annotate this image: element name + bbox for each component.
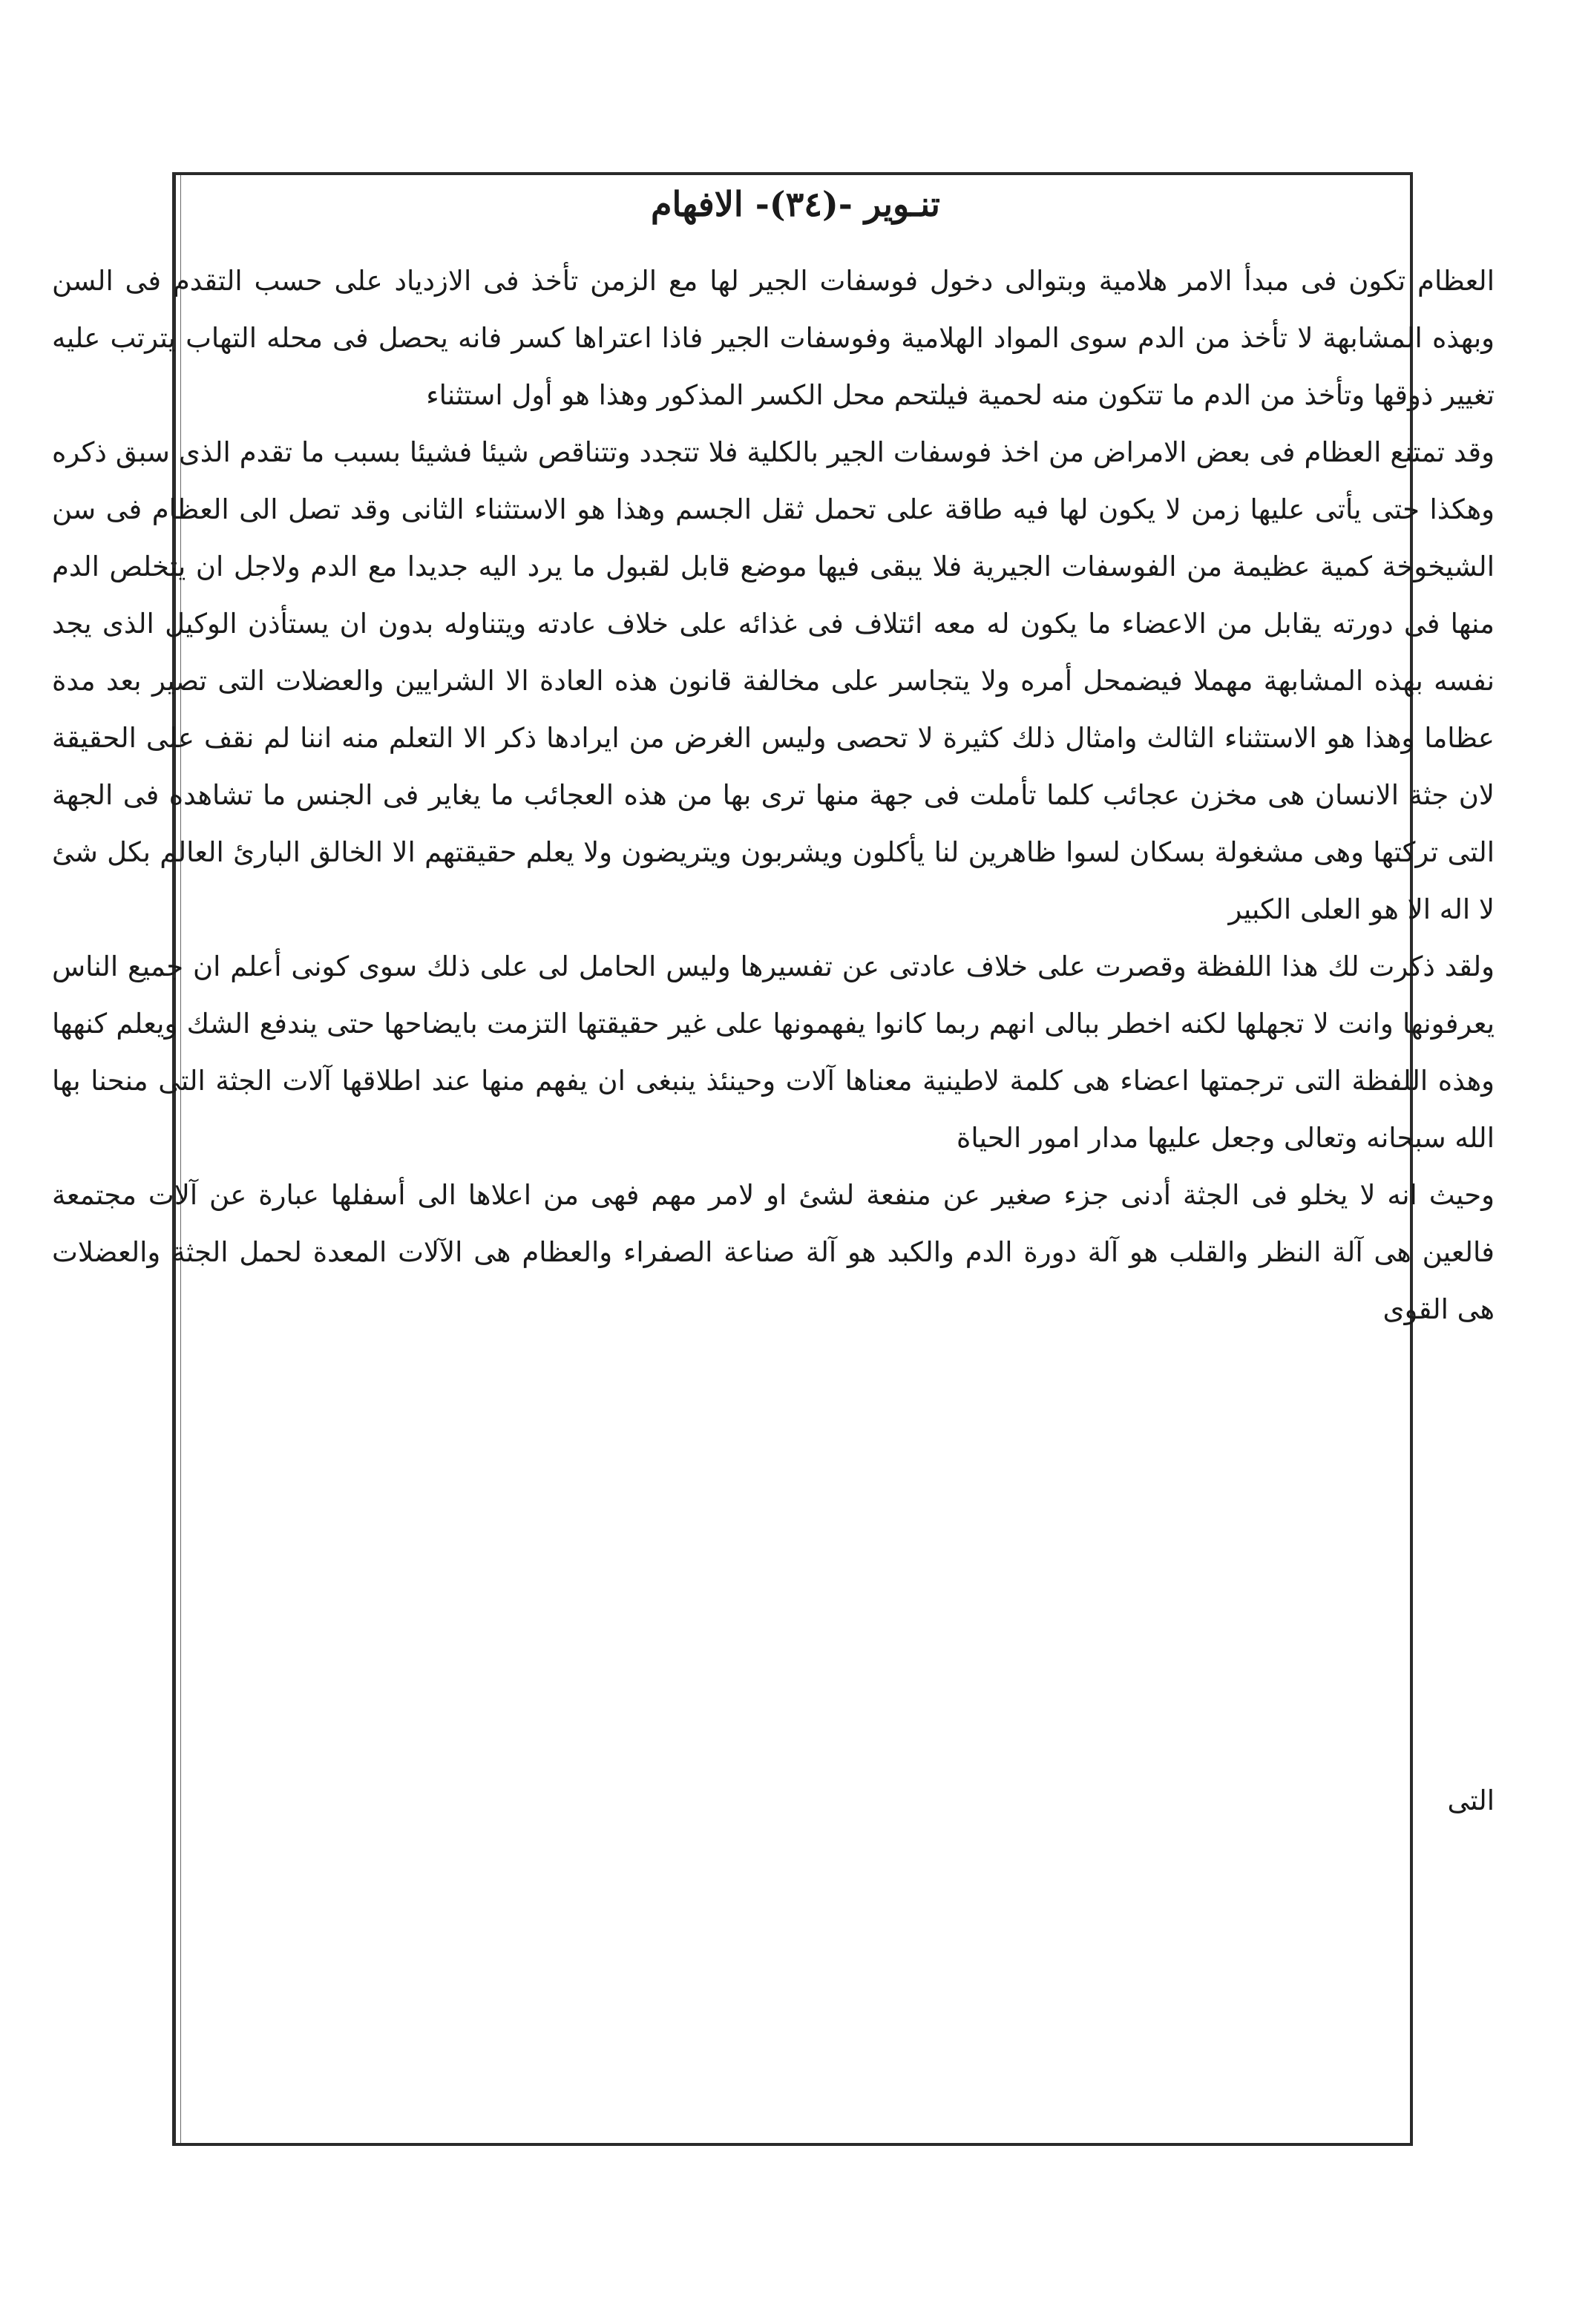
paragraph-2: وقد تمتنع العظام فى بعض الامراض من اخذ فوسفات الجير بالكلية فلا تتجدد وتتناقص شيئا فشيئا بسبب ما تقدم الذى سبق ذكره وهكذا حتى يأتى عليها زمن لا يكون لها فيه طاقة على تحمل ثقل الجسم وهذا هو الاستثناء الثانى وقد تصل الى العظام فى سن الشيخوخة كمية عظيمة من الفوسفات الجيرية فلا يبقى فيها موضع قابل لقبول ما يرد اليه جديدا مع الدم ولاجل ان يتخلص الدم منها فى دورته يقابل من الاعضاء ما يكون له معه ائتلاف فى غذائه على خلاف عادته ويتناوله بدون ان يستأذن الوكيل الذى يجد نفسه بهذه المشابهة مهملا فيضمحل أمره ولا يتجاسر على مخالفة قانون هذه العادة الا الشرايين والعضلات التى تصير بعد مدة عظاما وهذا هو الاستثناء الثالث وامثال ذلك كثيرة لا تحصى وليس الغرض من ايرادها ذكر الا التعلم منه اننا لم نقف على الحقيقة لان جثة الانسان هى مخزن عجائب كلما تأملت فى جهة منها ترى بها من هذه العجائب ما يغاير فى الجنس ما تشاهده فى الجهة التى تركتها وهى مشغولة بسكان لسوا ظاهرين لنا يأكلون ويشربون ويتريضون ولا يعلم حقيقتهم الا الخالق البارئ العالم بكل شئ لا اله الا هو العلى الكبير — [52, 436, 1495, 925]
page-header: تنـوير -(٣٤)- الافهام — [651, 184, 940, 224]
page-body — [52, 252, 1495, 1338]
paragraph-3: ولقد ذكرت لك هذا اللفظة وقصرت على خلاف عادتى عن تفسيرها وليس الحامل لى على ذلك سوى كونى أعلم ان جميع الناس يعرفونها وانت لا تجهلها لكنه اخطر ببالى انهم ربما كانوا يفهمونها على غير حقيقتها التزمت بايضاحها حتى يندفع الشك ويعلم كنهها وهذه اللفظة التى ترجمتها اعضاء هى كلمة لاطينية معناها آلات وحينئذ ينبغى ان يفهم منها عند اطلاقها آلات الجثة التى منحنا بها الله سبحانه وتعالى وجعل عليها مدار امور الحياة — [52, 951, 1495, 1154]
paragraph-4: وحيث انه لا يخلو فى الجثة أدنى جزء صغير عن منفعة لشئ او لامر مهم فهى من اعلاها الى أسفلها عبارة عن آلات مجتمعة فالعين هى آلة النظر والقلب هو آلة دورة الدم والكبد هو آلة صناعة الصفراء والعظام هى الآلات المعدة لحمل الجثة والعضلات هى القوى — [52, 1179, 1495, 1325]
paragraph-1: العظام تكون فى مبدأ الامر هلامية وبتوالى دخول فوسفات الجير لها مع الزمن تأخذ فى الازدياد على حسب التقدم فى السن وبهذه المشابهة لا تأخذ من الدم سوى المواد الهلامية وفوسفات الجير فاذا اعتراها كسر فانه يحصل فى محله التهاب يترتب عليه تغيير ذوقها وتأخذ من الدم ما تتكون منه لحمية فيلتحم محل الكسر المذكور وهذا هو أول استثناء — [52, 265, 1495, 411]
page-turn-word: التى — [1447, 1785, 1495, 1816]
